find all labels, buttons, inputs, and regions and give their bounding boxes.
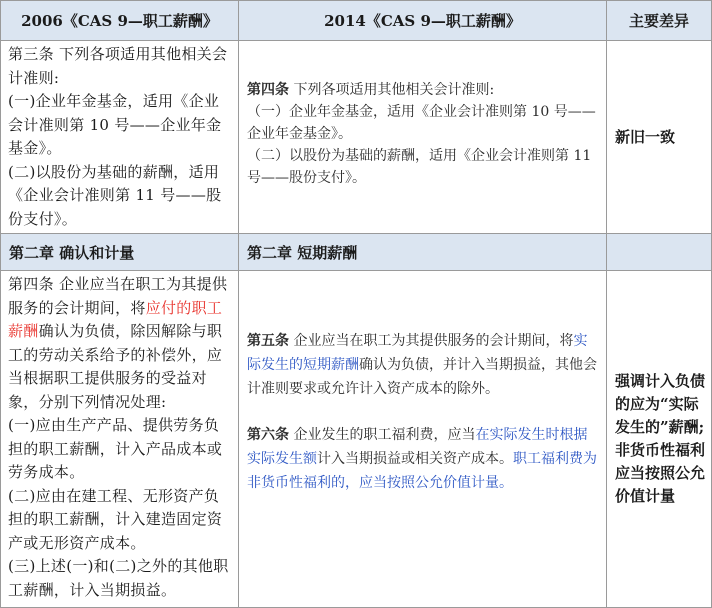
- old-article-3-item-2: (二)以股份为基础的薪酬，适用《企业会计准则第 11 号——股份支付》。: [8, 162, 222, 228]
- new-article-4-intro: 第四条 下列各项适用其他相关会计准则:: [247, 82, 495, 98]
- diff-row-1: 新旧一致: [607, 41, 711, 234]
- new-article-6: 第六条 企业发生的职工福利费，应当在实际发生时根据实际发生额计入当期损益或相关资产成本。职工福利费为非货币性福利的，应当按照公允价值计量。: [247, 427, 597, 491]
- old-chapter-2-title: 第二章 确认和计量: [1, 234, 239, 271]
- new-article-4: [239, 41, 607, 234]
- header-differences: 主要差异: [607, 1, 711, 41]
- diff-chapter-2: [607, 234, 711, 271]
- highlight-payable-compensation: 应付的职工薪酬: [8, 298, 223, 340]
- old-article-4: [1, 271, 239, 607]
- new-article-4-item-2: （二）以股份为基础的薪酬，适用《企业会计准则第 11 号——股份支付》。: [247, 148, 592, 186]
- old-article-4-item-1: (一)应由生产产品、提供劳务负担的职工薪酬，计入产品成本或劳务成本。: [8, 416, 223, 481]
- old-article-3-intro: 第三条 下列各项适用其他相关会计准则:: [8, 45, 228, 87]
- new-article-4-item-1: （一）企业年金基金，适用《企业会计准则第 10 号——企业年金基金》。: [247, 104, 596, 142]
- highlight-actual-occurrence: 在实际发生时根据实际发生额: [247, 427, 588, 467]
- new-article-5-title: 第五条: [247, 333, 289, 349]
- highlight-actual-short-term: 实际发生的短期薪酬: [247, 333, 588, 373]
- highlight-fair-value: 职工福利费为非货币性福利的，应当按照公允价值计量。: [247, 451, 597, 491]
- header-old-standard: 2006《CAS 9—职工薪酬》: [1, 1, 239, 41]
- old-article-4-body: 第四条 企业应当在职工为其提供服务的会计期间，将应付的职工薪酬确认为负债，除因解除与职工的劳动关系给予的补偿外，应当根据职工提供服务的受益对象，分别下列情况处理:: [8, 275, 228, 411]
- diff-row-3: 强调计入负债的应为“实际发生的”薪酬;非货币性福利应当按照公允价值计量: [615, 372, 706, 505]
- new-article-5: 第五条 企业应当在职工为其提供服务的会计期间，将实际发生的短期薪酬确认为负债，并计入当期损益，其他会计准则要求或允许计入资产成本的除外。: [247, 333, 597, 397]
- new-article-4-title: 第四条: [247, 82, 289, 98]
- old-article-4-item-3: (三)上述(一)和(二)之外的其他职工薪酬，计入当期损益。: [8, 557, 229, 599]
- old-article-4-item-2: (二)应由在建工程、无形资产负担的职工薪酬，计入建造固定资产或无形资产成本。: [8, 486, 223, 552]
- header-new-standard: 2014《CAS 9—职工薪酬》: [239, 1, 607, 41]
- old-article-3-item-1: (一)企业年金基金，适用《企业会计准则第 10 号——企业年金基金》。: [8, 92, 222, 157]
- new-chapter-2-title: 第二章 短期薪酬: [239, 234, 607, 271]
- old-article-3: [1, 41, 239, 234]
- new-articles-5-6: [239, 271, 607, 607]
- new-article-6-title: 第六条: [247, 427, 289, 443]
